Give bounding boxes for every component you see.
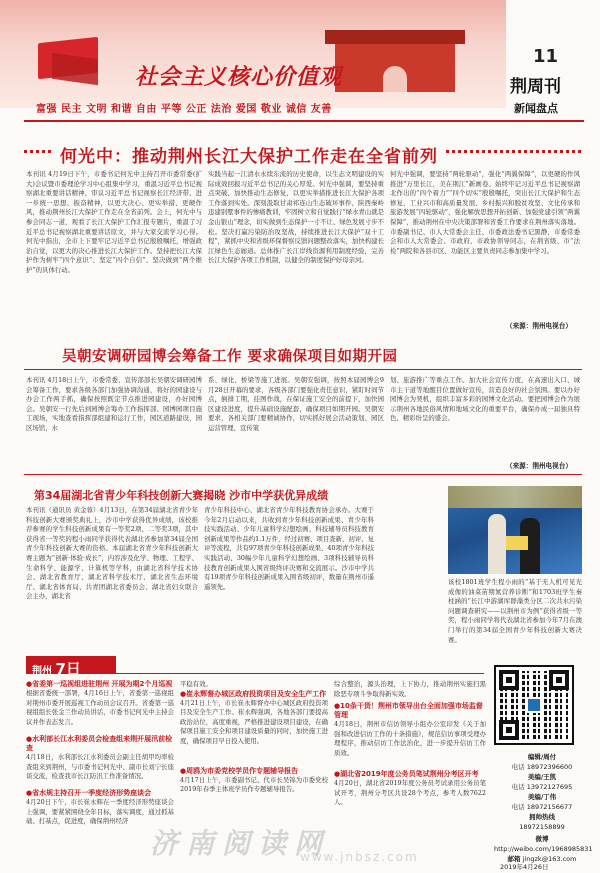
news-body: 4月18日，水利部长江水利委员会副主任胡甲均率检查组来到荆州，与市委书记何光中、副市长刘宁长座谈交流，检查我市长江防汛工作准备情况。 (26, 753, 174, 781)
header-banner (0, 0, 506, 108)
staff-value: 电话 18972156677 (511, 803, 573, 811)
staff-label: 编辑/周付 (527, 753, 557, 761)
news-body: 4月17日上午，市委副书记、代市长吴锦为市委党校2019年春季主体班学员作专题辅导报告。 (180, 775, 328, 794)
news-body: 平稳有效。 (180, 680, 212, 688)
staff-value: 电话 13972127695 (511, 783, 573, 791)
news-headline: ●湖北省2019年度公务员笔试荆州分考区开考 (334, 770, 479, 778)
news-headline: ●省委第一巡视组进驻荆州 开展为期2个月巡视 (26, 680, 173, 688)
news-body: 4月18日，荆州市信访领导小组办公室印发《关于加强和改进信访工作的十条措施》，规范信访事项受理办理程序，推动信访工作法治化，进一步提升信访工作质效。 (334, 720, 486, 757)
watermark: 济南阅读网 (150, 827, 331, 860)
news-body: 4月20日下午，市长崔永辉在一季度经济形势座谈会上强调，要紧紧围绕全年目标，落实调度，通过抓基础、打基点，促进度，确保荆州经济 (26, 798, 174, 826)
news-headline: ●水利部长江水利委员会检查组来荆开展汛前检查 (26, 735, 173, 752)
qr-code (494, 665, 574, 745)
news-strip-label (26, 656, 116, 678)
section-title: 新闻盘点 (514, 102, 558, 115)
news-body: 4月20日，湖北省2019年度公务员考试录用公务员笔试开考，荆州分考区共设28个考点，参考人数7622人。 (334, 779, 486, 807)
article2-source: （来源：荆州电视台） (506, 462, 572, 470)
news-body: 4月21日上午，市长崔永辉督办中心城区政府投资项目及安全生产工作。崔永辉强调，各地各部门要提高政治站位，高度重视，严格推进建设项目建设，在确保项目施工安全和项目建设质量的同时，加快施工进度，确保项目早日投入使用。 (180, 698, 328, 745)
hotline-label: 拥帅热线 (529, 813, 555, 821)
article3-headline: 第34届湖北省青少年科技创新大赛揭晓 沙市中学获优异成绩 (34, 489, 329, 502)
core-values-line: 富强 民主 文明 和谐 自由 平等 公正 法治 爱国 敬业 诚信 友善 (36, 104, 332, 115)
news-strip-rule (116, 673, 484, 674)
news-body: 根据省委统一部署，4月16日上午，省委第一巡视组对荆州市委开展巡视工作动员会议召开。省委第一巡视组组长张金兰作动员讲话，市委书记何光中主持会议并作表态发言。 (26, 689, 174, 726)
email-value: jingzk@163.com (522, 855, 577, 863)
news-body: 综合整治，源头治理，上下协力，推动荆州实施扫黑除恶专项斗争取得新实效。 (334, 680, 486, 698)
headline-decor-right (446, 150, 582, 153)
article1-col2: 实践当起一江清水永续东流的历史使命，以生态文明建设的实际成效回报习近平总书记的关心厚爱。何光中强调，要坚持重点突破，加快推动生态修复，以更实举措推进长江大保护各项工作落到实处。深刻汲取甘肃祁连山生态破坏事件、陕西秦岭违建别墅事件的惨痛教训，牢固树立和自觉践行“绿水青山就是金山银山”理念，切实做到生态保护一寸不让、绿色发展寸步不松。坚决打赢污染防治攻坚战，持续推进长江大保护“双十工程”，紧抓中央和省级环保督察反馈问题整改落实，加快构建长江绿色生态廊道。总体推广长江岸线资源利用制度经验，完善长江大保护各项工作机制，以健全的制度保护好母亲河。 (208, 170, 384, 265)
news-strip-days: 7日 (55, 660, 81, 678)
article2-headline: 吴朝安调研园博会筹备工作 要求确保项目如期开园 (62, 349, 398, 365)
article3-col3: 该校1801班学生程小雨的“基于无人机可见光成像的油菜苗期氮营养诊断”和1703班学生秦柱涵的“长江中游湖库群藻类分区二次共水污染问题调查研究——以荆州市为例”获得省级一等奖，程小雨同学将代表湖北省参加今年7月在澳门举行的第34届全国青少年科技创新大赛决赛。 (448, 578, 582, 644)
article2-rule (24, 369, 582, 370)
weibo-value: http://weibo.com/1968985831 (494, 845, 593, 853)
news-headline: ●周鸥为市委党校学员作专题辅导报告 (180, 766, 299, 775)
article2-col3: 划、旅游推广等重点工作。加大社会宣传力度，在高速出入口、城市主干道等地醒目位置做好宣传，营造良好的社会氛围。要以办好园博会为契机，组织丰富多彩的园博文化活动。要把园博会作为展示荆州各地民俗风情和地域文化的重要平台，确保办成一届独具特色、精彩纷呈的盛会。 (390, 376, 580, 423)
issue-date: 2019年4月26日 (500, 863, 549, 871)
article3-col2: 青少年科技中心、湖北省青少年科技教育协会承办。大赛于今年2月启动以来，共收到青少年科技创新成果、青少年科技实践活动、少年儿童科学幻想绘画、科技辅导员科技教育创新成果等作品约1.1万件，经过初赛、项目查新、初评、复评等流程，共有97项青少年科技创新成果、40项青少年科技实践活动、30幅少年儿童科学幻想绘画、3项科技辅导员科技教育创新成果入围省级终评决赛和交流展示。沙市中学共有19项青少年科技创新成果入围省级初评，数量在荆州市遥遥领先。 (204, 506, 374, 591)
staff-info (494, 752, 590, 812)
tiananmen-graphic (335, 40, 455, 92)
news-headline: ●崔永辉督办城区政府投资项目及安全生产工作 (180, 689, 327, 698)
contact-info (494, 812, 590, 832)
hotline-value: 18972158899 (519, 823, 565, 831)
web-info (494, 834, 593, 864)
qr-logo-icon (526, 697, 542, 713)
award-photo (448, 486, 582, 574)
staff-label: 美编/王凯 (527, 773, 557, 781)
watermark-url: www.jnbsz.com (300, 850, 419, 864)
article1-col1: 本刊讯 4月19日下午，市委书记何光中主持召开市委常委(扩大)会议暨市委理论学习中心组集中学习，重温习近平总书记视察湖北重要讲话精神，审议习近平总书记视察长江经济带、进一步统一思想、振奋精神，以更大决心、更实举措、更硬作风，推动荆州长江大保护工作走在全省前列。会上，何光中与参会同志一道，观看了长江大保护工作汇报专题片，重温了习近平总书记视察湖北重要讲话原文，并与大家交流学习心得。何光中指出，全市上下要牢记习近平总书记殷殷嘱托，增强政治自觉，以更大的决心推进长江大保护工作。坚持把长江大保护作为树牢“四个意识”、坚定“四个自信”、坚决做到“两个维护”的具体行动。 (26, 170, 202, 274)
email-label: 邮箱 (507, 855, 521, 863)
slogan-title: 社会主义核心价值观 (135, 65, 343, 90)
article2-col1: 本刊讯 4月18日上午，市委常委、宣传部部长吴朝安调研园博会筹备工作，要求各级各部门加强协调沟通，将好的园建设与办会工作两手抓，确保按照既定节点推进园建设，办好园博会。吴朝安一行先后到园博会筹办工作指挥部、园博园项目施工现场，实地查看指挥部组建和运行工作，园区道路建设，园区场馆，水 (26, 376, 202, 432)
news-headline: ●省水规主持召开一季度经济形势座谈会 (26, 789, 152, 797)
news-strip-city: 荆州 (32, 666, 52, 677)
news-col3 (334, 680, 486, 870)
article1-col3: 何光中强调，要坚持“两轮驱动”，强化“两翼保障”，以更硬的作风推进“万里长江，美在荆江”新画卷。始终牢记习近平总书记视察湖北作出的“四个着力”“四个切实”殷殷嘱托，突出长江大保护和生态修复，工业兴市和高质量发展、乡村振兴和脱贫攻坚、文化传承和旅游发展“四轮驱动”，强化解放思想开拓创新、加强党建引领“两翼保障”，推动荆州在中央决策部署和省委工作要求在荆州落实落地。市委副书记、市人大常委会主任、市委政法委书记黑静，市委常委会和市人大常委会、市政府、市政协领导同志，在荆省级、市“法检”两院和各县市区、功能区主要负责同志参加集中学习。 (390, 170, 580, 255)
article3-col1: 本刊讯（通讯员 黄金蓉）4月13日，在第34届湖北省青少年科技创新大赛颁奖典礼上，沙市中学获得优异成绩，该校推荐参赛的学生科技创新成果有一等奖2项、二等奖3项，其中获得省一等奖的程小雨同学获得代表湖北省参加第34届全国青少年科技创新大赛的资格。本届湖北省青少年科技创新大赛主题为“创新·体验·成长”，内容涉及化学、物理、工程学、生命科学、能源学、计算机等学科，由湖北省科学技术协会、湖北省教育厅、湖北省科学技术厅、湖北省生态环境厅、湖北省体育局、共青团湖北省委员会、湖北省妇女联合会主办，湖北省 (26, 506, 198, 601)
article1-source: （来源：荆州电视台） (506, 322, 572, 330)
section-divider (24, 474, 582, 475)
staff-label: 美编/丁伟 (527, 793, 557, 801)
flag-graphic-secondary (52, 53, 98, 85)
newspaper-brand: 荆周刊 (510, 77, 561, 97)
article2-col2: 系、绿化、桥梁等施工进展。吴朝安强调，按照本届园博会9月28日开幕的要求，各级各部门要强化责任意识，紧盯时间节点，倒排工期，挂图作战，在保证施工安全的前提下，加快园区建设进度，提升基础设施配套，确保项目如期开园。吴朝安要求，各相关部门要精诚协作，切实抓好展会活动策划、园区运营管理、宣传策 (208, 376, 384, 432)
page-number: 11 (533, 46, 559, 67)
weibo-label: 微博 (535, 835, 549, 843)
article1-headline: 何光中：推动荆州长江大保护工作走在全省前列 (60, 147, 438, 167)
staff-value: 电话 18972396600 (511, 763, 573, 771)
headline-decor-left (24, 150, 54, 153)
header-rule (24, 120, 584, 122)
news-headline: ●10条干货！荆州市领导出台全面加强市场监督管理 (334, 702, 483, 719)
